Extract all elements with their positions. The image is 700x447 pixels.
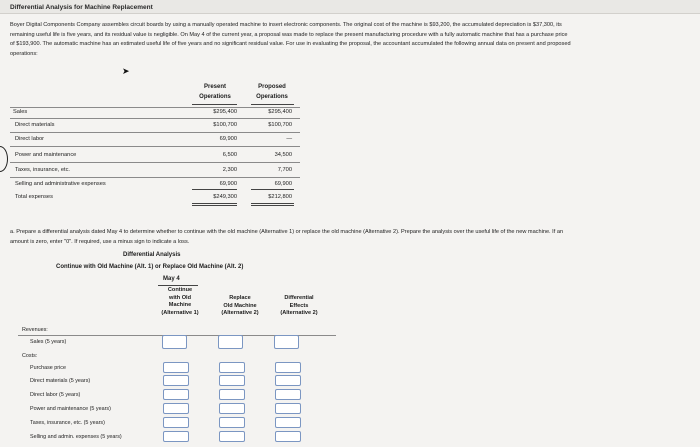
alt2-direct-materials-input[interactable] [219, 375, 245, 386]
diff-power-maintenance-input[interactable] [275, 403, 301, 414]
proposed-selling-admin: 69,900 [274, 181, 292, 187]
alt1-power-maintenance-input[interactable] [163, 403, 189, 414]
row-rule [10, 146, 300, 147]
row-rule [10, 162, 300, 163]
alt2-taxes-insurance-input[interactable] [219, 417, 245, 428]
proposed-total-double-rule [251, 203, 294, 206]
proposed-direct-materials: $100,700 [268, 122, 292, 128]
diff-sales-input[interactable] [274, 335, 299, 349]
present-header-line-2: Operations [199, 94, 231, 100]
row-label-direct-materials: Direct materials [15, 122, 55, 128]
intro-line-3: of $193,900. The automatic machine has an estimated useful life of five years and no significant residual value. For use in evaluating the proposal, the accountant accumulated the following annual data on present and proposed [10, 41, 571, 47]
proposed-power-maintenance: 34,500 [274, 152, 292, 158]
alt2-power-maintenance-input[interactable] [219, 403, 245, 414]
row-label-selling-admin: Selling and administrative expenses [15, 181, 106, 187]
proposed-direct-labor: — [286, 136, 292, 142]
diff-selling-admin-input[interactable] [275, 431, 301, 442]
proposed-taxes-insurance: 7,700 [277, 167, 292, 173]
alt2-purchase-price-input[interactable] [219, 362, 245, 373]
present-power-maintenance: 6,500 [222, 152, 237, 158]
alt1-selling-admin-input[interactable] [163, 431, 189, 442]
row-label-taxes-insurance: Taxes, insurance, etc. [15, 167, 71, 173]
row-label-costs: Costs: [22, 353, 38, 359]
row-label-direct-labor-5y: Direct labor (5 years) [30, 392, 81, 398]
row-label-direct-materials-5y: Direct materials (5 years) [30, 378, 91, 384]
diff-direct-materials-input[interactable] [275, 375, 301, 386]
row-label-power-maintenance: Power and maintenance [15, 152, 77, 158]
intro-line-1: Boyer Digital Components Company assembles circuit boards by using a manually operated machine to insert electronic components. The original cost of the machine is $93,200, the accumulated depreciation is $37,300, its [10, 22, 562, 28]
proposed-subtotal-rule [251, 189, 294, 190]
row-rule [10, 118, 300, 119]
diff-purchase-price-input[interactable] [275, 362, 301, 373]
present-taxes-insurance: 2,300 [222, 167, 237, 173]
row-label-taxes-insurance-5y: Taxes, insurance, etc. (5 years) [30, 420, 105, 426]
date-underline [158, 285, 198, 286]
present-sales: $295,400 [213, 109, 237, 115]
present-selling-admin: 69,900 [219, 181, 237, 187]
analysis-title: Differential Analysis [123, 252, 181, 258]
row-label-direct-labor: Direct labor [15, 136, 45, 142]
diff-direct-labor-input[interactable] [275, 389, 301, 400]
row-label-purchase-price: Purchase price [30, 365, 66, 371]
alt1-direct-materials-input[interactable] [163, 375, 189, 386]
intro-line-4: operations: [10, 50, 38, 57]
analysis-subtitle: Continue with Old Machine (Alt. 1) or Replace Old Machine (Alt. 2) [56, 264, 244, 270]
present-total-expenses: $249,300 [213, 194, 237, 200]
present-subtotal-rule [192, 189, 237, 190]
proposed-total-expenses: $212,800 [268, 194, 292, 200]
alt1-sales-input[interactable] [162, 335, 187, 349]
row-rule [10, 177, 300, 178]
alt2-sales-input[interactable] [218, 335, 243, 349]
present-header-line-1: Present [203, 84, 226, 90]
alt2-direct-labor-input[interactable] [219, 389, 245, 400]
row-rule [10, 132, 300, 133]
left-bracket-mark [0, 146, 8, 172]
row-label-selling-admin-5y: Selling and admin. expenses (5 years) [30, 434, 122, 440]
question-line-1: a. Prepare a differential analysis dated May 4 to determine whether to continue with the old machine (Alternative 1) or replace the old machine (Alternative 2). Prepare the analysis over the useful life of the new machine. If an [10, 229, 564, 235]
alt2-selling-admin-input[interactable] [219, 431, 245, 442]
present-header-underline [192, 104, 237, 105]
intro-line-2: remaining useful life is five years, and its residual value is negligible. On May 4 of the current year, a proposal was made to replace the present manufacturing procedure with a fully automatic machine that has a purchase price [10, 31, 568, 38]
row-label-sales-5y: Sales (5 years) [30, 339, 67, 345]
page-title: Differential Analysis for Machine Replacement [10, 4, 153, 11]
proposed-header-underline [251, 104, 294, 105]
alt1-taxes-insurance-input[interactable] [163, 417, 189, 428]
proposed-sales: $295,400 [268, 109, 292, 115]
question-line-2: amount is zero, enter "0". If required, use a minus sign to indicate a loss. [10, 238, 190, 245]
alt1-purchase-price-input[interactable] [163, 362, 189, 373]
alt2-header: Replace Old Machine (Alternative 2) [221, 295, 259, 316]
present-total-double-rule [192, 203, 237, 206]
present-direct-materials: $100,700 [213, 122, 237, 128]
row-label-revenues: Revenues: [22, 327, 48, 333]
row-label-total-expenses: Total expenses [15, 194, 53, 200]
diff-taxes-insurance-input[interactable] [275, 417, 301, 428]
row-label-power-maintenance-5y: Power and maintenance (5 years) [30, 406, 111, 412]
analysis-date: May 4 [163, 276, 180, 282]
alt1-header: Continue with Old Machine (Alternative 1) [161, 287, 199, 316]
proposed-header-line-1: Proposed [258, 84, 286, 90]
present-direct-labor: 69,900 [219, 136, 237, 142]
differential-header: Differential Effects (Alternative 2) [280, 295, 318, 316]
alt1-direct-labor-input[interactable] [163, 389, 189, 400]
mouse-cursor-icon: ➤ [122, 66, 130, 76]
table-top-rule [10, 107, 300, 108]
row-label-sales: Sales [13, 109, 28, 115]
proposed-header-line-2: Operations [256, 94, 288, 100]
